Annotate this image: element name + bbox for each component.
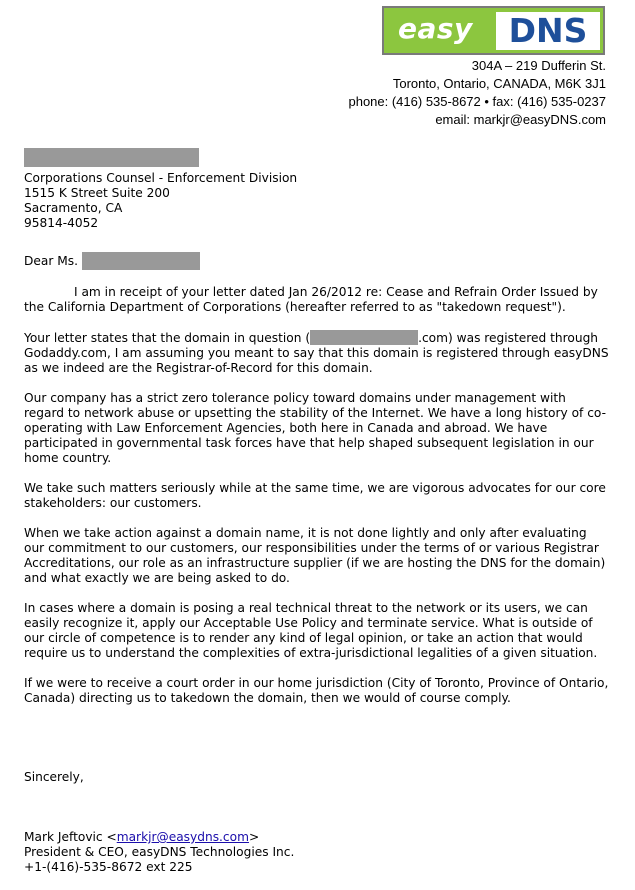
redacted-recipient-name bbox=[24, 148, 199, 167]
signature-email-link[interactable]: markjr@easydns.com bbox=[116, 830, 249, 844]
recipient-line-1: Corporations Counsel - Enforcement Division bbox=[24, 171, 298, 185]
signature-name: Mark Jeftovic < bbox=[24, 830, 117, 844]
closing: Sincerely, bbox=[24, 770, 84, 784]
easydns-logo bbox=[382, 6, 605, 55]
paragraph-6: In cases where a domain is posing a real technical threat to the network or its users, we can easily recognize it, apply our Acceptable Use Policy and terminate service. What is outside of our circle of competence is to render any kind of legal opinion, or take an action that would require us to understand the complexities of extra-jurisdictional legalities of a given situation. bbox=[24, 601, 598, 660]
paragraph-4: We take such matters seriously while at the same time, we are vigorous advocates for our core stakeholders: our customers. bbox=[24, 481, 606, 510]
signature-title: President & CEO, easyDNS Technologies Inc. bbox=[24, 845, 295, 859]
salutation bbox=[24, 252, 609, 270]
recipient-block bbox=[24, 148, 609, 231]
paragraph-5: When we take action against a domain name, it is not done lightly and only after evaluating our commitment to our customers, our responsibilities under the terms of or various Registrar Accreditations, our role as an infrastructure supplier (if we are hosting the DNS for the domain) and what exactly we are being asked to do. bbox=[24, 526, 606, 585]
signature-block bbox=[24, 830, 609, 875]
sender-phone-fax: phone: (416) 535-8672 • fax: (416) 535-0237 bbox=[348, 94, 606, 109]
paragraph-1: I am in receipt of your letter dated Jan 26/2012 re: Cease and Refrain Order Issued by the California Department of Corporations (hereafter referred to as "takedown request"). bbox=[24, 285, 598, 314]
paragraph-2-start: Your letter states that the domain in question ( bbox=[24, 331, 311, 345]
paragraph-3: Our company has a strict zero tolerance policy toward domains under management with regard to network abuse or upsetting the stability of the Internet. We have a long history of co-operating with Law Enforcement Agencies, both here in Canada and abroad. We have participated in governmental task forces have that help shaped subsequent legislation in our home country. bbox=[24, 391, 606, 465]
signature-name-line bbox=[24, 830, 609, 845]
sender-email: email: markjr@easyDNS.com bbox=[435, 112, 606, 127]
salutation-text: Dear Ms. bbox=[24, 254, 78, 268]
logo-easy-text: easy bbox=[398, 12, 473, 45]
signature-bracket: > bbox=[248, 830, 260, 844]
recipient-line-4: 95814-4052 bbox=[24, 216, 99, 230]
paragraph-2 bbox=[24, 330, 609, 376]
paragraph-7: If we were to receive a court order in our home jurisdiction (City of Toronto, Province of Ontario, Canada) directing us to takedown the domain, then we would of course comply. bbox=[24, 676, 609, 705]
redacted-salutation-name bbox=[82, 252, 200, 270]
recipient-line-2: 1515 K Street Suite 200 bbox=[24, 186, 170, 200]
redacted-domain bbox=[310, 330, 418, 345]
paragraph-2-end: .com) was registered through Godaddy.com, I am assuming you meant to say that this domain is registered through easyDNS as we indeed are the Registrar-of-Record for this domain. bbox=[24, 331, 609, 375]
letter-body bbox=[24, 162, 609, 875]
logo-dns-text: DNS bbox=[496, 12, 600, 50]
signature-phone: +1-(416)-535-8672 ext 225 bbox=[24, 860, 193, 874]
sender-city: Toronto, Ontario, CANADA, M6K 3J1 bbox=[392, 76, 606, 91]
recipient-line-3: Sacramento, CA bbox=[24, 201, 123, 215]
sender-address bbox=[348, 57, 606, 129]
sender-street: 304A – 219 Dufferin St. bbox=[471, 58, 606, 73]
